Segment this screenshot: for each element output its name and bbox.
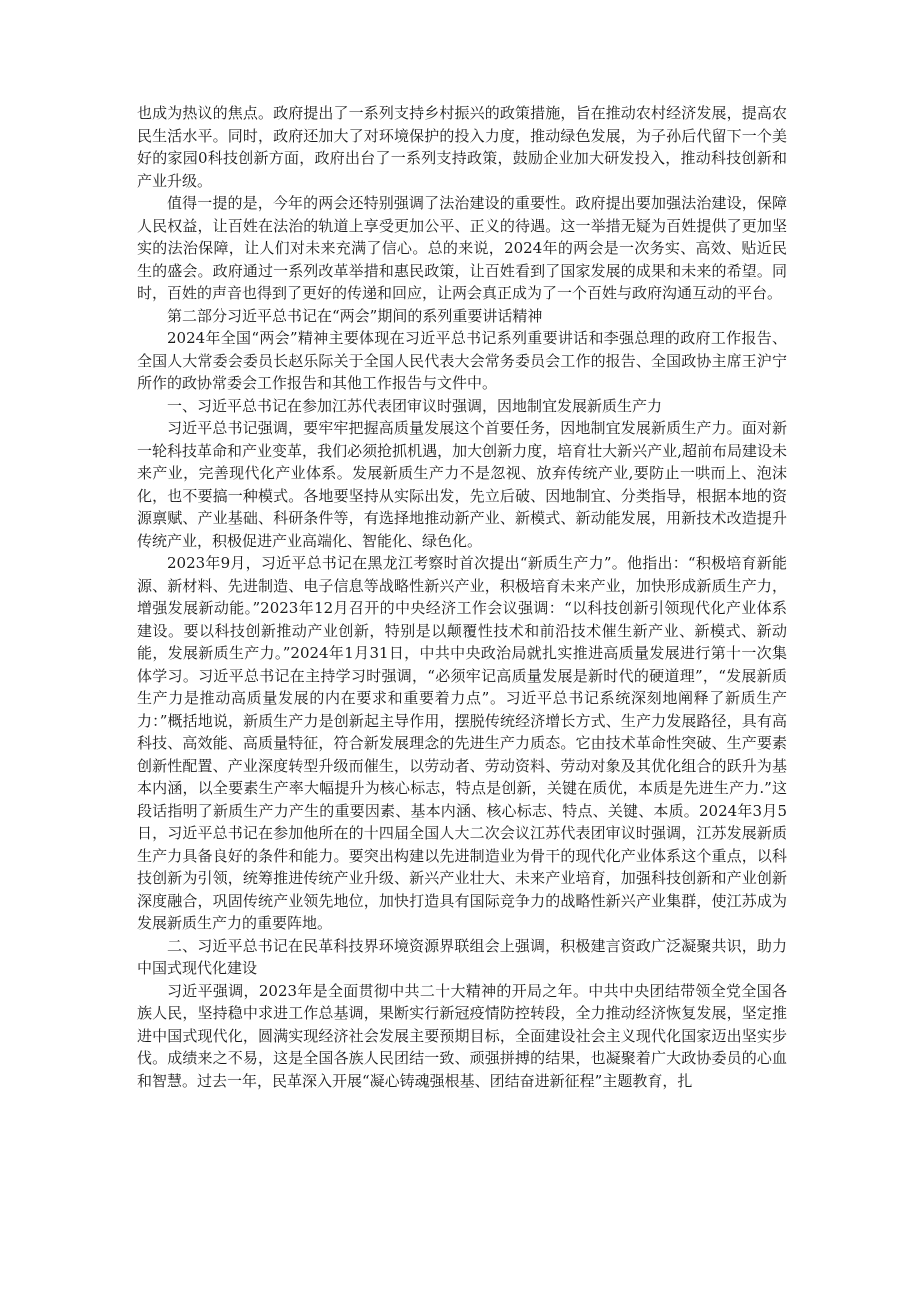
paragraph-2023-review: 习近平强调，2023年是全面贯彻中共二十大精神的开局之年。中共中央团结带领全党全国各族人民，坚持稳中求进工作总基调，果断实行新冠疫情防控转段，全力推动经济恢复发展，坚定推进中国式现代化，圆满实现经济社会发展主要预期目标，全面建设社会主义现代化国家迈出坚实步伐。成绩来之不易，这是全国各族人民团结一致、顽强拼搏的结果，也凝聚着广大政协委员的心血和智慧。过去一年，民革深入开展“凝心铸魂强根基、团结奋进新征程”主题教育，扎 — [137, 981, 787, 1090]
paragraph-new-quality-productivity-history: 2023年9月，习近平总书记在黑龙江考察时首次提出“新质生产力”。他指出：“积极培育新能源、新材料、先进制造、电子信息等战略性新兴产业，积极培育未来产业，加快形成新质生产力，增强发展新动能。”2023年12月召开的中央经济工作会议强调：“以科技创新引领现代化产业体系建设。要以科技创新推动产业创新，特别是以颠覆性技术和前沿技术催生新产业、新模式、新动能，发展新质生产力。”2024年1月31日，中共中央政治局就扎实推进高质量发展进行第十一次集体学习。习近平总书记在主持学习时强调，“必须牢记高质量发展是新时代的硬道理”，“发展新质生产力是推动高质量发展的内在要求和重要着力点”。习近平总书记系统深刻地阐释了新质生产力：”概括地说，新质生产力是创新起主导作用，摆脱传统经济增长方式、生产力发展路径，具有高科技、高效能、高质量特征，符合新发展理念的先进生产力质态。它由技术革命性突破、生产要素创新性配置、产业深度转型升级而催生，以劳动者、劳动资料、劳动对象及其优化组合的跃升为基本内涵，以全要素生产率大幅提升为核心标志，特点是创新，关键在质优，本质是先进生产力.”这段话指明了新质生产力产生的重要因素、基本内涵、核心标志、特点、关键、本质。2024年3月5日，习近平总书记在参加他所在的十四届全国人大二次会议江苏代表团审议时强调，江苏发展新质生产力具备良好的条件和能力。要突出构建以先进制造业为骨干的现代化产业体系这个重点，以科技创新为引领，统筹推进传统产业升级、新兴产业壮大、未来产业培育，加强科技创新和产业创新深度融合，巩固传统产业领先地位，加快打造具有国际竞争力的战略性新兴产业集群，使江苏成为发展新质生产力的重要阵地。 — [137, 554, 787, 932]
paragraph-rule-of-law: 值得一提的是，今年的两会还特别强调了法治建设的重要性。政府提出要加强法治建设，保障人民权益，让百姓在法治的轨道上享受更加公平、正义的待遇。这一举措无疑为百姓提供了更加坚实的法治保障，让人们对未来充满了信心。总的来说，2024年的两会是一次务实、高效、贴近民生的盛会。政府通过一系列改革举措和惠民政策，让百姓看到了国家发展的成果和未来的希望。同时，百姓的声音也得到了更好的传递和回应，让两会真正成为了一个百姓与政府沟通互动的平台。 — [137, 194, 787, 302]
paragraph-continuation: 也成为热议的焦点。政府提出了一系列支持乡村振兴的政策措施，旨在推动农村经济发展，提高农民生活水平。同时，政府还加大了对环境保护的投入力度，推动绿色发展，为子孙后代留下一个美好的家园0科技创新方面，政府出台了一系列支持政策，鼓励企业加大研发投入，推动科技创新和产业升级。 — [137, 104, 787, 190]
paragraph-two-sessions-spirit: 2024年全国“两会”精神主要体现在习近平总书记系列重要讲话和李强总理的政府工作报告、全国人大常委会委员长赵乐际关于全国人民代表大会常务委员会工作的报告、全国政协主席王沪宁所作的政协常委会工作报告和其他工作报告与文件中。 — [137, 329, 787, 392]
subheading-joint-group-meeting: 二、习近平总书记在民革科技界环境资源界联组会上强调，积极建言资政广泛凝聚共识，助力中国式现代化建设 — [137, 936, 787, 977]
subheading-jiangsu-delegation: 一、习近平总书记在参加江苏代表团审议时强调，因地制宜发展新质生产力 — [167, 396, 663, 415]
section-heading-part-two: 第二部分习近平总书记在“两会”期间的系列重要讲话精神 — [167, 306, 543, 325]
document-body — [137, 102, 787, 1092]
paragraph-new-quality-productivity: 习近平总书记强调，要牢牢把握高质量发展这个首要任务，因地制宜发展新质生产力。面对新一轮科技革命和产业变革，我们必须抢抓机遇，加大创新力度，培育壮大新兴产业,超前布局建设未来产业，完善现代化产业体系。发展新质生产力不是忽视、放弃传统产业,要防止一哄而上、泡沫化，也不要搞一种模式。各地要坚持从实际出发，先立后破、因地制宜、分类指导，根据本地的资源禀赋、产业基础、科研条件等，有选择地推动新产业、新模式、新动能发展，用新技术改造提升传统产业，积极促进产业高端化、智能化、绿色化。 — [137, 419, 787, 550]
